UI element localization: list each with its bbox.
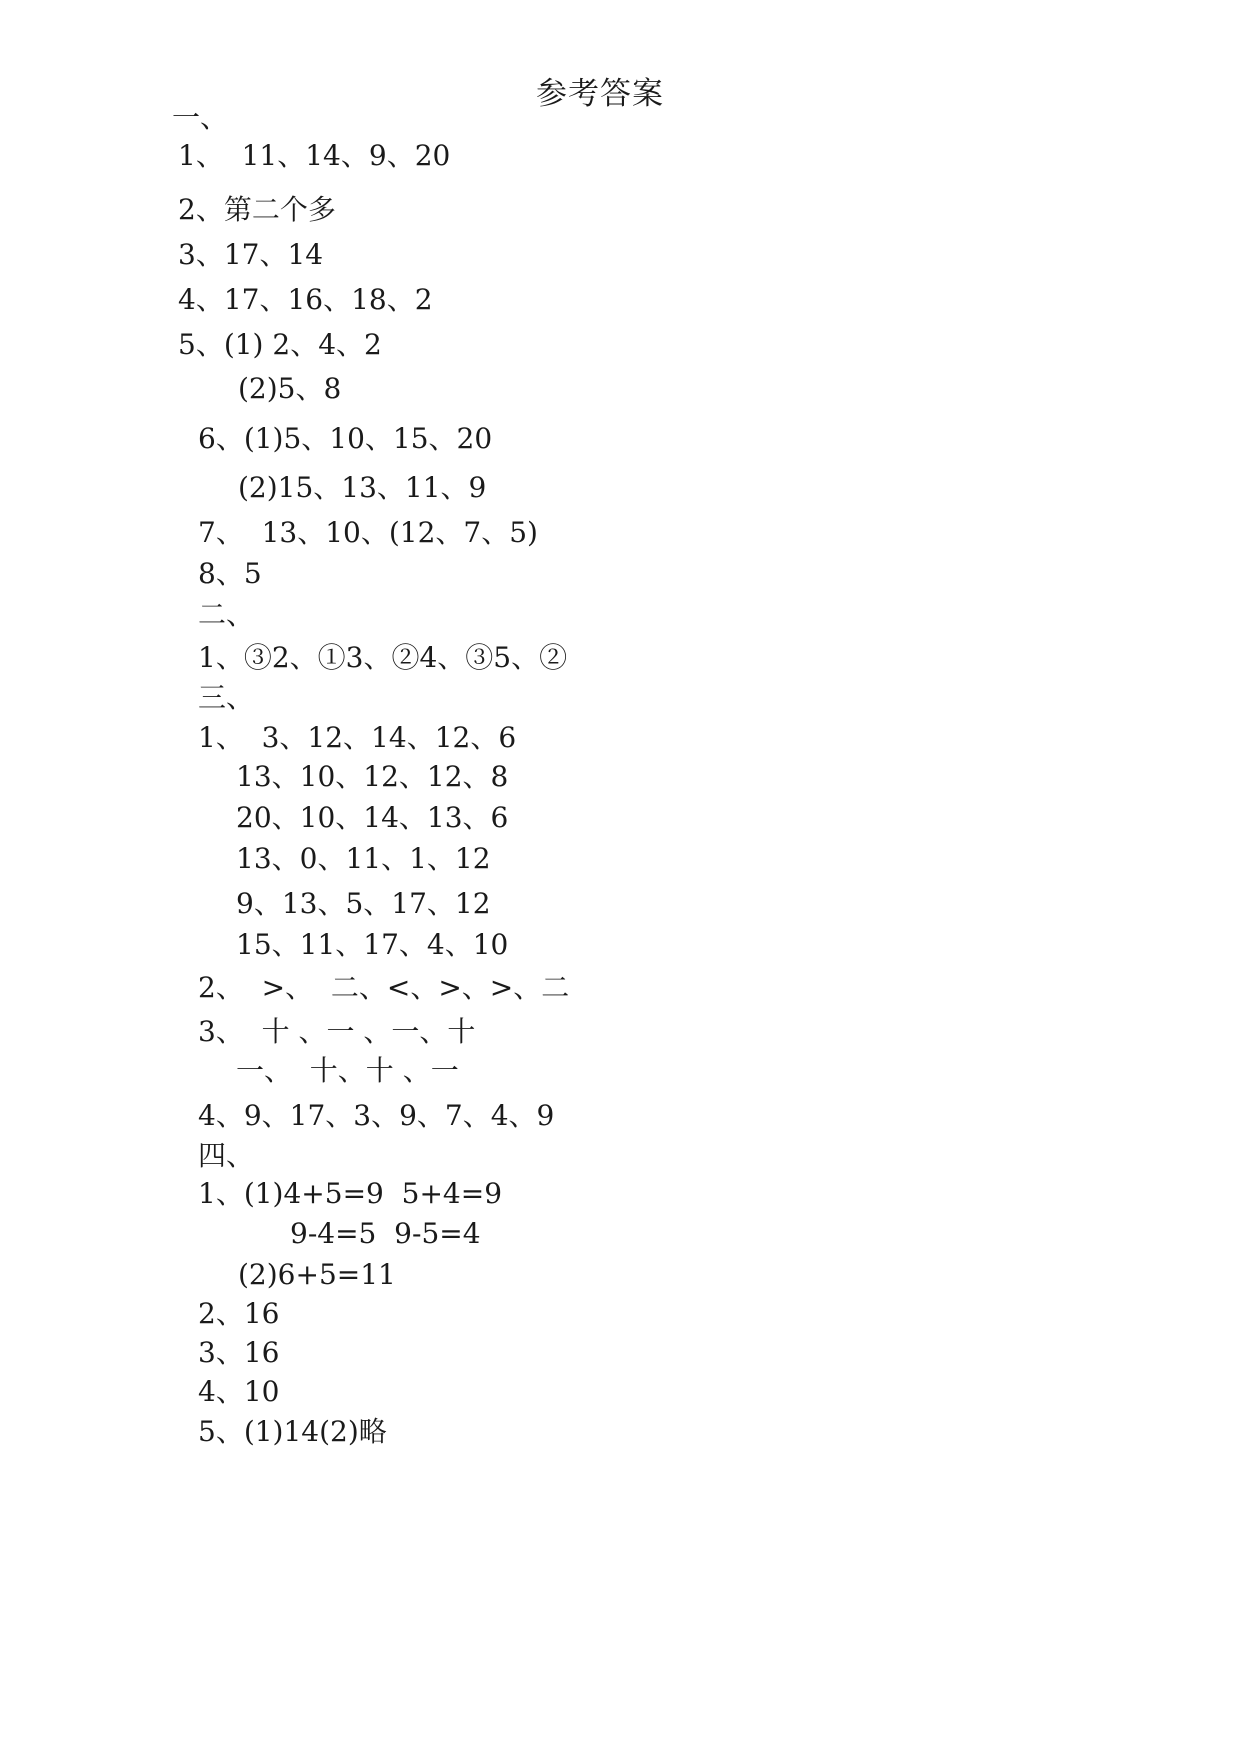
answer-line: 4、10 [198, 1375, 280, 1408]
answer-line: 9、13、5、17、12 [236, 887, 491, 920]
section-2-heading: 二、 [198, 598, 255, 631]
answer-line: 3、 十 、一 、一、十 [198, 1015, 476, 1048]
answer-line: 15、11、17、4、10 [236, 928, 509, 961]
answer-line: 3、17、14 [178, 238, 324, 271]
answer-line: 13、0、11、1、12 [236, 842, 491, 875]
answer-line: 2、 >、 二、<、>、>、二 [198, 971, 570, 1004]
answer-line: 4、17、16、18、2 [178, 283, 433, 316]
page-title: 参考答案 [536, 76, 664, 112]
answer-line: 1、③2、①3、②4、③5、② [198, 641, 568, 674]
answer-line: 1、(1)4+5=9 5+4=9 [198, 1177, 503, 1210]
answer-line: 1、 11、14、9、20 [178, 139, 451, 172]
answer-line: 1、 3、12、14、12、6 [198, 721, 517, 754]
answer-line: 5、(1)14(2)略 [198, 1415, 387, 1448]
section-1-heading: 一、 [172, 101, 229, 134]
answer-line: 2、16 [198, 1297, 280, 1330]
answer-line: (2)5、8 [238, 372, 342, 405]
answer-line: 一、 十、十 、一 [236, 1054, 459, 1087]
answer-line: 3、16 [198, 1336, 280, 1369]
answer-line: 9-4=5 9-5=4 [290, 1217, 481, 1250]
answer-line: 5、(1) 2、4、2 [178, 328, 382, 361]
section-3-heading: 三、 [198, 681, 255, 714]
answer-line: 4、9、17、3、9、7、4、9 [198, 1099, 555, 1132]
answer-line: (2)6+5=11 [238, 1258, 396, 1291]
answer-line: 20、10、14、13、6 [236, 801, 509, 834]
answer-line: 7、 13、10、(12、7、5) [198, 516, 538, 549]
section-4-heading: 四、 [198, 1139, 255, 1172]
answer-line: 2、第二个多 [178, 193, 336, 226]
answer-line: (2)15、13、11、9 [238, 471, 487, 504]
answer-line: 8、5 [198, 557, 262, 590]
answer-line: 6、(1)5、10、15、20 [198, 422, 493, 455]
answer-line: 13、10、12、12、8 [236, 760, 509, 793]
